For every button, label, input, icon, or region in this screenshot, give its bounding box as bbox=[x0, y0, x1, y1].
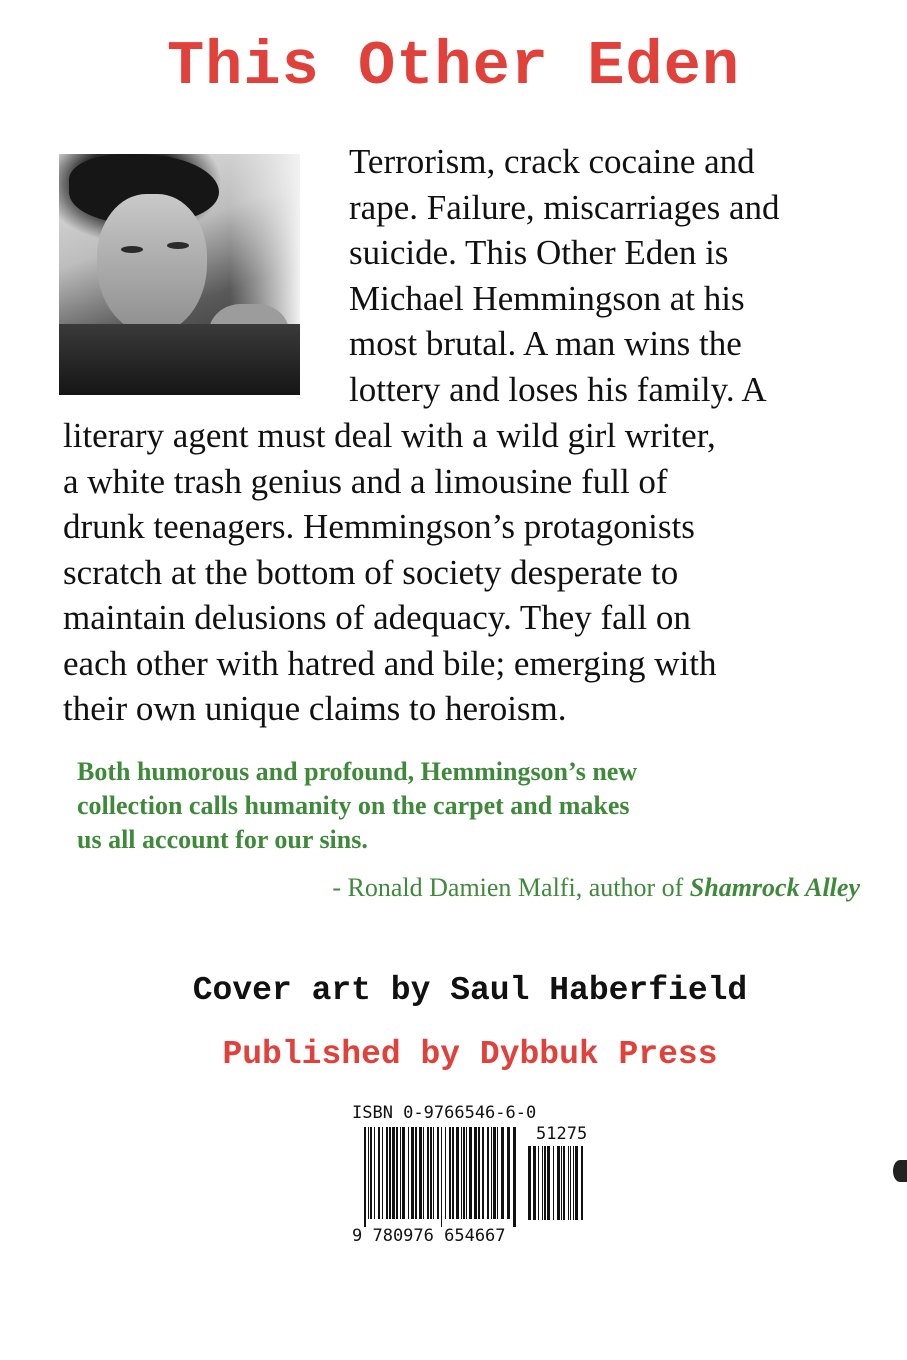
attribution-book: Shamrock Alley bbox=[689, 873, 860, 902]
barcode-ean-number: 9 780976 654667 bbox=[352, 1226, 506, 1246]
barcode-bar bbox=[501, 1127, 504, 1219]
blurb-line: literary agent must deal with a wild girl writer, bbox=[63, 416, 716, 455]
barcode-bar bbox=[386, 1127, 388, 1219]
barcode-bar bbox=[408, 1127, 409, 1219]
blurb-wrapped bbox=[349, 139, 780, 412]
barcode-bar bbox=[415, 1127, 417, 1219]
barcode-bar bbox=[396, 1127, 398, 1219]
blurb-line: lottery and loses his family. A bbox=[349, 369, 767, 409]
blurb-line: Terrorism, crack cocaine and bbox=[349, 142, 755, 181]
barcode-bar bbox=[507, 1127, 510, 1219]
blurb-line: most brutal. A man wins the bbox=[349, 324, 742, 363]
barcode-bar bbox=[570, 1146, 571, 1220]
barcode-bar bbox=[557, 1146, 560, 1220]
blurb-line: scratch at the bottom of society desperate to bbox=[63, 552, 679, 592]
barcode-bar bbox=[368, 1127, 369, 1219]
blurb-line: maintain delusions of adequacy. They fall on bbox=[63, 598, 691, 637]
barcode-bar bbox=[487, 1127, 489, 1219]
quote-line: Both humorous and profound, Hemmingson’s new bbox=[77, 757, 638, 786]
barcode-bar bbox=[563, 1146, 565, 1220]
barcode-bar bbox=[538, 1146, 539, 1220]
barcode-bar bbox=[463, 1127, 465, 1219]
barcode-bar bbox=[427, 1127, 429, 1219]
barcode-bar bbox=[364, 1127, 366, 1227]
barcode-bar bbox=[581, 1146, 583, 1220]
barcode-bars-main bbox=[364, 1127, 516, 1227]
attribution-prefix: - Ronald Damien Malfi, author of bbox=[332, 873, 690, 902]
barcode-bar bbox=[533, 1146, 536, 1220]
barcode-bar bbox=[553, 1146, 554, 1220]
barcode-bar bbox=[370, 1127, 372, 1219]
barcode-addon-number: 51275 bbox=[536, 1124, 588, 1144]
barcode-bar bbox=[466, 1127, 467, 1219]
barcode-bar bbox=[482, 1127, 484, 1219]
blurb-line: rape. Failure, miscarriages and bbox=[349, 187, 780, 227]
barcode-bar bbox=[437, 1127, 439, 1219]
barcode-bar bbox=[497, 1127, 498, 1219]
blurb-line: drunk teenagers. Hemmingson’s protagonists bbox=[63, 507, 695, 546]
quote-attribution bbox=[332, 871, 860, 905]
barcode-bar bbox=[449, 1127, 451, 1219]
author-photo bbox=[59, 154, 300, 395]
quote-line: us all account for our sins. bbox=[77, 825, 368, 854]
barcode-bar bbox=[411, 1127, 414, 1219]
barcode-bar bbox=[542, 1146, 543, 1220]
barcode-bar bbox=[402, 1127, 405, 1219]
barcode-bar bbox=[430, 1127, 432, 1219]
barcode-bar bbox=[423, 1127, 424, 1219]
barcode-bar bbox=[382, 1127, 383, 1219]
barcode-bar bbox=[568, 1146, 569, 1220]
barcode-bar bbox=[389, 1127, 391, 1219]
isbn-label: ISBN 0-9766546-6-0 bbox=[352, 1103, 537, 1123]
barcode-bar bbox=[469, 1127, 472, 1219]
barcode-bar bbox=[573, 1146, 574, 1220]
quote-line: collection calls humanity on the carpet and makes bbox=[77, 791, 630, 820]
blurb-line: their own unique claims to heroism. bbox=[63, 689, 567, 728]
barcode-bar bbox=[456, 1127, 459, 1219]
barcode-bar bbox=[419, 1127, 422, 1219]
barcode-bar bbox=[474, 1127, 477, 1219]
barcode-bar bbox=[392, 1127, 395, 1219]
barcode-bar bbox=[561, 1146, 562, 1220]
blurb-line: each other with hatred and bile; emerging with bbox=[63, 643, 717, 683]
book-title: This Other Eden bbox=[166, 31, 741, 102]
barcode-bar bbox=[433, 1127, 434, 1219]
barcode-bars-addon bbox=[528, 1146, 588, 1228]
barcode-bar bbox=[400, 1127, 401, 1219]
review-quote bbox=[77, 755, 637, 857]
barcode-bar bbox=[374, 1127, 375, 1219]
barcode-bar bbox=[528, 1146, 531, 1220]
barcode-bar bbox=[478, 1127, 480, 1219]
barcode-bar bbox=[493, 1127, 496, 1219]
barcode-bar bbox=[513, 1127, 516, 1227]
barcode-bar bbox=[544, 1146, 546, 1220]
edge-mark bbox=[893, 1160, 907, 1182]
publisher-credit: Published by Dybbuk Press bbox=[222, 1036, 718, 1073]
barcode-bar bbox=[575, 1146, 578, 1220]
blurb-line: Michael Hemmingson at his bbox=[349, 278, 745, 318]
barcode-bar bbox=[547, 1146, 550, 1220]
barcode-bar bbox=[461, 1127, 462, 1219]
blurb-full bbox=[63, 413, 716, 732]
blurb-line: a white trash genius and a limousine full of bbox=[63, 461, 668, 501]
barcode-bar bbox=[445, 1127, 446, 1219]
barcode-bar bbox=[452, 1127, 454, 1219]
blurb-line: suicide. This Other Eden is bbox=[349, 233, 729, 272]
cover-art-credit: Cover art by Saul Haberfield bbox=[192, 972, 748, 1009]
barcode-bar bbox=[491, 1127, 492, 1219]
barcode-bar bbox=[378, 1127, 380, 1219]
barcode-bar bbox=[441, 1127, 442, 1227]
